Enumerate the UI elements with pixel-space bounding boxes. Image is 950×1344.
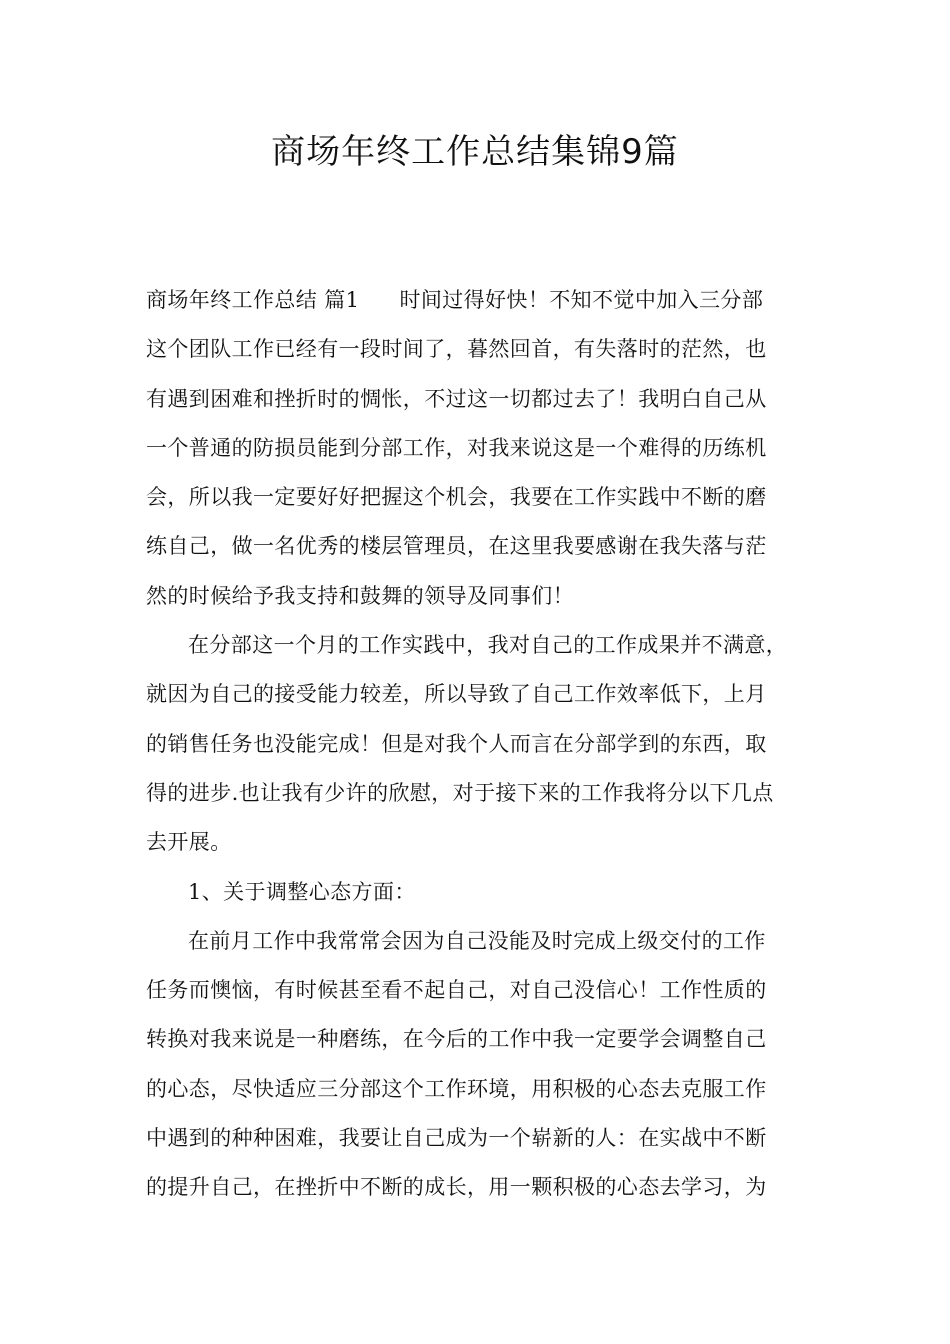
document-body (146, 276, 808, 1213)
paragraph-start: 在分部这一个月的工作实践中，我对自己的工作成果并不满意， (188, 633, 788, 658)
document-title: 商场年终工作总结集锦9篇 (271, 132, 679, 172)
text-line: 的提升自己，在挫折中不断的成长，用一颗积极的心态去学习，为 (146, 1175, 767, 1200)
text-line: 得的进步.也让我有少许的欣慰，对于接下来的工作我将分以下几点 (146, 780, 774, 805)
text-line: 转换对我来说是一种磨练，在今后的工作中我一定要学会调整自己 (146, 1027, 767, 1052)
text-line: 练自己，做一名优秀的楼层管理员，在这里我要感谢在我失落与茫 (146, 534, 767, 559)
text-line: 商场年终工作总结 篇1 时间过得好快！不知不觉中加入三分部 (146, 288, 764, 312)
section-heading: 商场年终工作总结 篇1 (146, 288, 360, 312)
text-line: 的心态，尽快适应三分部这个工作环境，用积极的心态去克服工作 (146, 1076, 767, 1101)
text-line: 的销售任务也没能完成！但是对我个人而言在分部学到的东西，取 (146, 731, 767, 756)
text-line: 任务而懊恼，有时候甚至看不起自己，对自己没信心！工作性质的 (146, 978, 767, 1003)
text-line: 中遇到的种种困难，我要让自己成为一个崭新的人：在实战中不断 (146, 1126, 767, 1151)
text-line: 就因为自己的接受能力较差，所以导致了自己工作效率低下，上月 (146, 682, 767, 707)
text-line: 这个团队工作已经有一段时间了，暮然回首，有失落时的茫然，也 (146, 337, 767, 362)
text-line: 有遇到困难和挫折时的惆怅，不过这一切都过去了！我明白自己从 (146, 386, 767, 411)
text-line: 一个普通的防损员能到分部工作，对我来说这是一个难得的历练机 (146, 435, 767, 460)
paragraph-start: 在前月工作中我常常会因为自己没能及时完成上级交付的工作 (188, 928, 766, 953)
subsection-heading: 1、关于调整心态方面： (188, 879, 416, 904)
text-line: 会，所以我一定要好好把握这个机会，我要在工作实践中不断的磨 (146, 485, 767, 510)
text-line: 去开展。 (146, 830, 232, 855)
text-line: 然的时候给予我支持和鼓舞的领导及同事们！ (146, 583, 574, 608)
